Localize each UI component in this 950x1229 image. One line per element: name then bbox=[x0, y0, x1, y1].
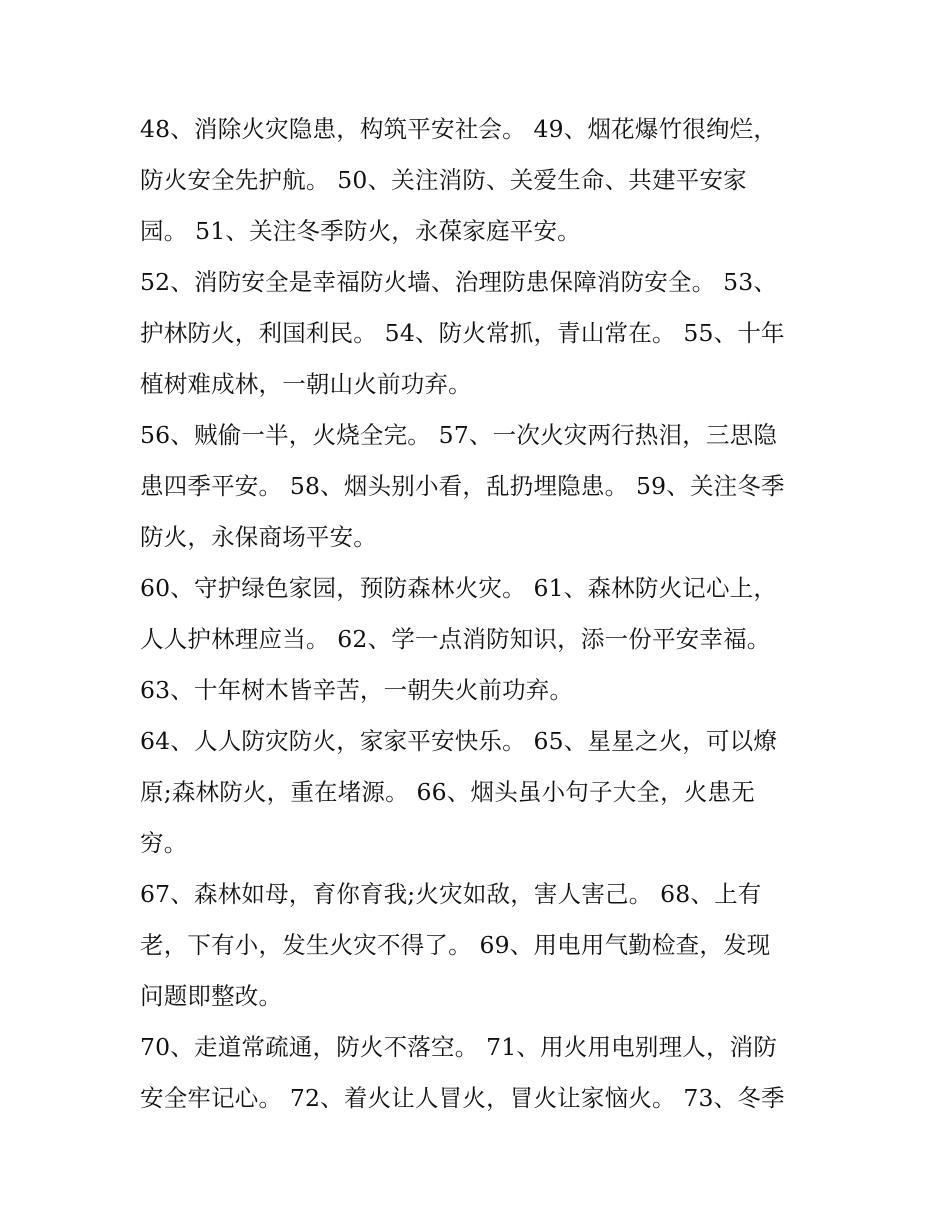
text-line: 原;森林防火，重在堵源。 66、烟头虽小句子大全，火患无 bbox=[140, 778, 755, 806]
text-line: 患四季平安。 58、烟头别小看，乱扔埋隐患。 59、关注冬季 bbox=[140, 472, 785, 500]
text-line: 安全牢记心。 72、着火让人冒火，冒火让家恼火。 73、冬季 bbox=[140, 1084, 785, 1112]
text-line: 人人护林理应当。 62、学一点消防知识，添一份平安幸福。 bbox=[140, 625, 771, 653]
text-line: 问题即整改。 bbox=[140, 982, 283, 1010]
document-body bbox=[140, 104, 810, 1124]
text-line: 老，下有小，发生火灾不得了。 69、用电用气勤检查，发现 bbox=[140, 931, 771, 959]
text-line: 防火，永保商场平安。 bbox=[140, 523, 377, 551]
text-line: 植树难成林，一朝山火前功弃。 bbox=[140, 370, 472, 398]
text-line: 防火安全先护航。 50、关注消防、关爱生命、共建平安家 bbox=[140, 166, 747, 194]
text-line: 64、人人防灾防火，家家平安快乐。 65、星星之火，可以燎 bbox=[140, 727, 778, 755]
text-line: 园。 51、关注冬季防火，永葆家庭平安。 bbox=[140, 217, 581, 245]
text-line: 63、十年树木皆辛苦，一朝失火前功弃。 bbox=[140, 676, 574, 704]
text-line: 70、走道常疏通，防火不落空。 71、用火用电别理人，消防 bbox=[140, 1033, 778, 1061]
text-line: 60、守护绿色家园，预防森林火灾。 61、森林防火记心上， bbox=[140, 574, 778, 602]
text-line: 56、贼偷一半，火烧全完。 57、一次火灾两行热泪，三思隐 bbox=[140, 421, 778, 449]
text-line: 48、消除火灾隐患，构筑平安社会。 49、烟花爆竹很绚烂， bbox=[140, 115, 778, 143]
text-line: 穷。 bbox=[140, 829, 188, 857]
text-line: 67、森林如母，育你育我;火灾如敌，害人害己。 68、上有 bbox=[140, 880, 762, 908]
text-line: 52、消防安全是幸福防火墙、治理防患保障消防安全。 53、 bbox=[140, 268, 778, 296]
text-line: 护林防火，利国利民。 54、防火常抓，青山常在。 55、十年 bbox=[140, 319, 785, 347]
